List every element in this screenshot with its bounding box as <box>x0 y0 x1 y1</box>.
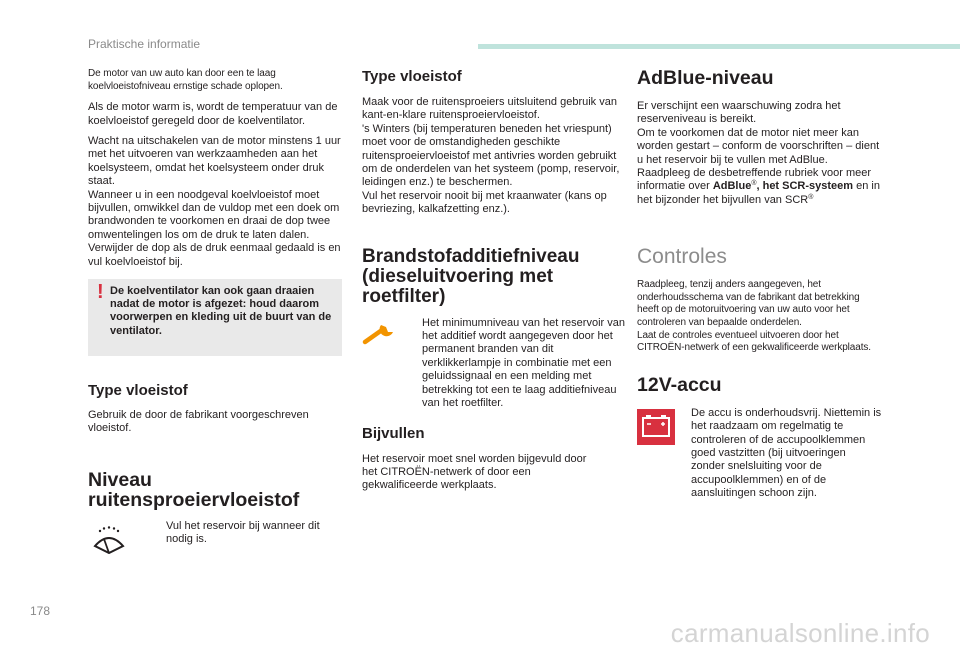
additief-title-1: Brandstofadditiefniveau <box>362 245 580 267</box>
bijvullen-title: Bijvullen <box>362 424 425 442</box>
adblue-line-1: Er verschijnt een waarschuwing zodra het reserveniveau is bereikt. <box>637 100 841 126</box>
type-line-3: Vul het reservoir nooit bij met kraanwater (kans op bevriezing, kalkafzetting enz.). <box>362 189 607 216</box>
accu-text: De accu is onderhoudsvrij. Niettemin is het raadzaam om regelmatig te controleren of de accupoolklemmen goed vastzitten (bij uitvoeringen zonder snelsluiting voor de accupoolklemmen) en of de aansluitingen schoon zijn. <box>691 406 882 500</box>
wrench-icon <box>362 321 422 350</box>
warning-text: De koelventilator kan ook gaan draaien nadat de motor is afgezet: houd daarom voorwerpen en kleding uit de buurt van de ventilator. <box>110 285 332 337</box>
type-vloeistof-title: Type vloeistof <box>88 381 188 399</box>
niveau-title-1: Niveau <box>88 468 152 491</box>
adblue-line-3: Raadpleeg de desbetreffende rubriek voor meer informatie over AdBlue®, het SCR-systeem en in het bijzonder het bijvullen van SCR® <box>637 167 880 206</box>
niveau-text: Vul het reservoir bij wanneer dit nodig is. <box>166 519 320 546</box>
page-number: 178 <box>30 604 51 618</box>
accu-title: 12V-accu <box>637 373 722 396</box>
adblue-title: AdBlue-niveau <box>637 67 774 89</box>
niveau-title-2: ruitensproeiervloeistof <box>88 488 300 511</box>
controles-line-1: Raadpleeg, tenzij anders aangegeven, het onderhoudsschema van de fabrikant dat betrekking heeft op de motoruitvoering van uw auto voor het controleren van bepaalde onderdelen. <box>637 279 860 329</box>
fan-text: Als de motor warm is, wordt de temperatuur van de koelvloeistof geregeld door de koelventilator. <box>88 101 338 127</box>
controles-title: Controles <box>637 245 727 269</box>
additief-text: Het minimumniveau van het reservoir van het additief wordt aangegeven door het permanent branden van dit verklikkerlampje in combinatie met een geluidssignaal en een melding met betrekking tot een te laag additiefniveau van het roetfilter. <box>422 316 625 410</box>
section-header: Praktische informatie <box>88 37 201 51</box>
controles-line-2: Laat de controles eventueel uitvoeren door het CITROËN-netwerk of een gekwalificeerde werkplaats. <box>637 329 871 354</box>
adblue-line-2: Om te voorkomen dat de motor niet meer kan worden gestart – conform de voorschriften – dient u het reservoir bij te vullen met AdBlue. <box>637 126 880 166</box>
intro-text: De motor van uw auto kan door een te laag koelvloeistofniveau ernstige schade oplopen. <box>88 68 283 92</box>
warning-box <box>88 279 342 356</box>
column-middle <box>362 60 628 493</box>
bijvullen-text: Het reservoir moet snel worden bijgevuld door het CITROËN-netwerk of door een gekwalificeerde werkplaats. <box>362 452 587 492</box>
niveau-row <box>88 520 343 559</box>
cooling-line-2: Wanneer u in een noodgeval koelvloeistof moet bijvullen, omwikkel dan de vuldop met een doek om brandwonden te voorkomen en draai de dop twee omwentelingen los om de druk te laten dalen. <box>88 188 340 241</box>
watermark: carmanualsonline.info <box>670 618 930 648</box>
additief-row <box>362 317 628 411</box>
column-right <box>637 60 882 501</box>
cooling-line-1: Wacht na uitschakelen van de motor minstens 1 uur met het uitvoeren van werkzaamheden aan het koelsysteem, omdat het koelsysteem onder druk staat. <box>88 135 341 188</box>
cooling-line-3: Verwijder de dop als de druk eenmaal gedaald is en vul koelvloeistof bij. <box>88 242 341 268</box>
type-line-1: Maak voor de ruitensproeiers uitsluitend gebruik van kant-en-klare ruitensproeiervloeistof. <box>362 96 617 122</box>
washer-fluid-icon <box>92 526 128 559</box>
warning-exclamation-icon: ! <box>97 281 104 304</box>
additief-title-3: roetfilter) <box>362 285 446 307</box>
column-left <box>88 60 343 559</box>
type-line-2: 's Winters (bij temperaturen beneden het vriespunt) moet voor de omstandigheden geschikte ruitensproeiervloeistof met antivries worden gebruikt om de onderdelen van het systeem (pomp, reservoir, leidingen enz.) te beschermen. <box>362 122 620 189</box>
battery-icon <box>637 409 691 450</box>
type-vloeistof-2-title: Type vloeistof <box>362 68 462 85</box>
header-accent-bar <box>478 44 960 49</box>
additief-title-2: (dieseluitvoering met <box>362 265 554 287</box>
accu-row <box>637 407 882 501</box>
type-vloeistof-text: Gebruik de door de fabrikant voorgeschreven vloeistof. <box>88 408 309 435</box>
